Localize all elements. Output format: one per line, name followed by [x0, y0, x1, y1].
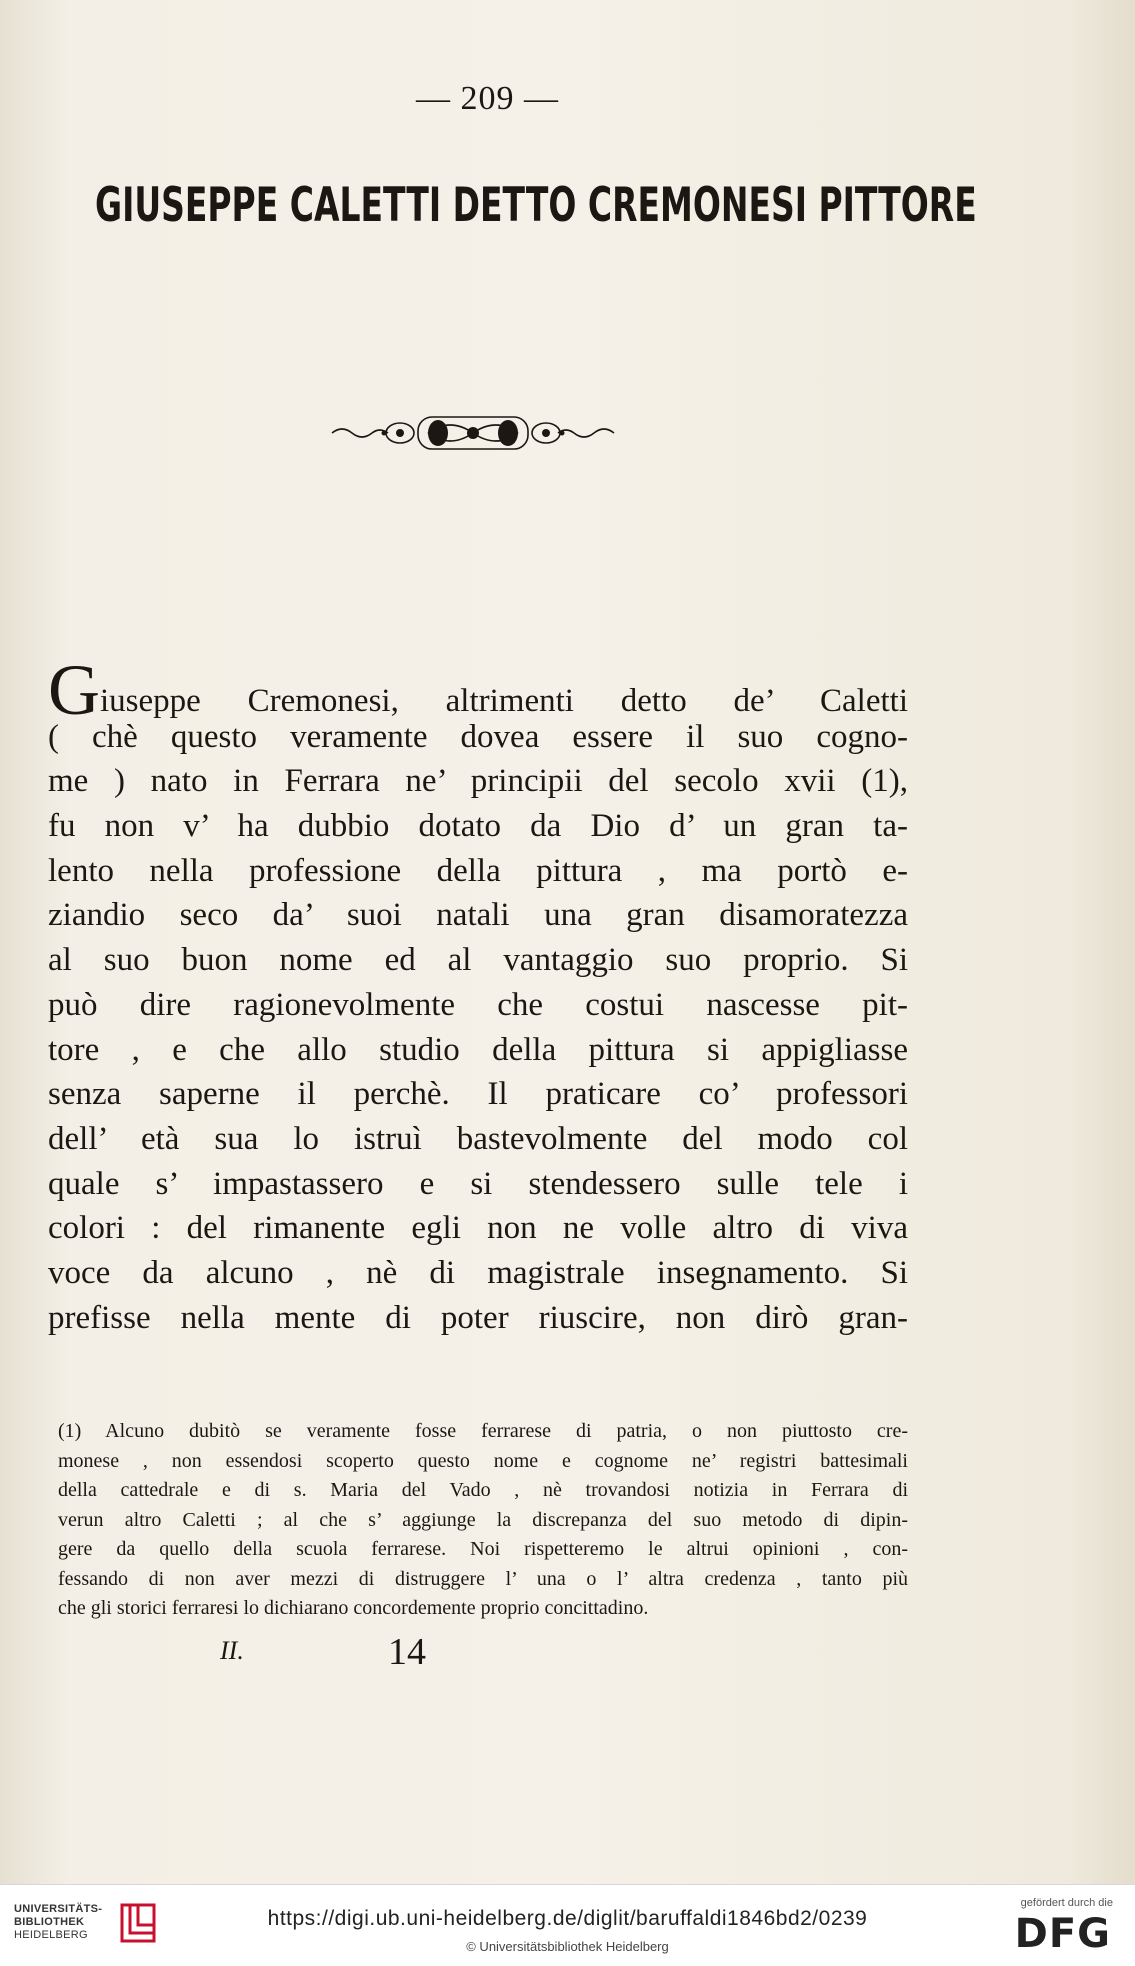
- body-line: lento nella professione della pittura , ma portò e-: [48, 852, 908, 889]
- library-name-line: HEIDELBERG: [14, 1929, 88, 1941]
- body-line: senza saperne il perchè. Il praticare co’ professori: [48, 1076, 908, 1113]
- viewer-footer: [0, 1884, 1135, 1966]
- chapter-title: GIUSEPPE CALETTI DETTO CREMONESI PITTORE: [95, 178, 977, 233]
- body-line: quale s’ impastassero e si stendessero sulle tele i: [48, 1165, 908, 1202]
- body-line: colori : del rimanente egli non ne volle altro di viva: [48, 1210, 908, 1247]
- footnote-line: (1) Alcuno dubitò se veramente fosse ferrarese di patria, o non piuttosto cre-: [58, 1420, 908, 1442]
- library-name-line: UNIVERSITÄTS-: [14, 1903, 103, 1915]
- drop-cap: G: [48, 650, 100, 730]
- body-text: [48, 650, 908, 1340]
- page-number: — 209 —: [416, 80, 559, 117]
- body-line: può dire ragionevolmente che costui nascesse pit-: [48, 986, 908, 1023]
- body-line: tore , e che allo studio della pittura si appigliasse: [48, 1031, 908, 1068]
- sheet-number: 14: [388, 1631, 426, 1673]
- ornament-icon: [328, 405, 618, 461]
- body-line: voce da alcuno , nè di magistrale insegnamento. Si: [48, 1254, 908, 1291]
- footnote-line: fessando di non aver mezzi di distruggere l’ una o l’ altra credenza , tanto più: [58, 1567, 908, 1590]
- body-line: ziandio seco da’ suoi natali una gran disamoratezza: [48, 897, 908, 934]
- footnote: [58, 1417, 908, 1624]
- footnote-line: gere da quello della scuola ferrarese. Noi rispetteremo le altrui opinioni , con-: [58, 1538, 908, 1560]
- copyright-notice: © Universitätsbibliothek Heidelberg: [466, 1939, 669, 1954]
- footnote-line: della cattedrale e di s. Maria del Vado , nè trovandosi notizia in Ferrara di: [58, 1479, 908, 1501]
- body-line: al suo buon nome ed al vantaggio suo proprio. Si: [48, 942, 908, 979]
- body-line: Giuseppe Cremonesi, altrimenti detto de’ Caletti: [48, 650, 908, 730]
- funding-label: gefördert durch die: [1020, 1897, 1113, 1909]
- body-line: prefisse nella mente di poter riuscire, non dirò gran-: [48, 1299, 908, 1336]
- body-line: fu non v’ ha dubbio dotato da Dio d’ un gran ta-: [48, 808, 908, 845]
- volume-signature: II.: [220, 1636, 244, 1665]
- library-name-line: BIBLIOTHEK: [14, 1916, 85, 1928]
- footnote-line: monese , non essendosi scoperto questo nome e cognome ne’ registri battesimali: [58, 1449, 908, 1472]
- body-line: me ) nato in Ferrara ne’ principii del secolo xvii (1),: [48, 763, 908, 800]
- body-line: dell’ età sua lo istruì bastevolmente del modo col: [48, 1120, 908, 1157]
- footnote-line: che gli storici ferraresi lo dichiarano concordemente proprio concittadino.: [58, 1597, 649, 1619]
- footnote-line: verun altro Caletti ; al che s’ aggiunge la discrepanza del suo metodo di dipin-: [58, 1508, 908, 1531]
- dfg-logo[interactable]: DFG: [1014, 1911, 1111, 1957]
- permalink-url[interactable]: https://digi.ub.uni-heidelberg.de/diglit/baruffaldi1846bd2/0239: [267, 1907, 868, 1930]
- body-line: ( chè questo veramente dovea essere il suo cogno-: [48, 718, 908, 755]
